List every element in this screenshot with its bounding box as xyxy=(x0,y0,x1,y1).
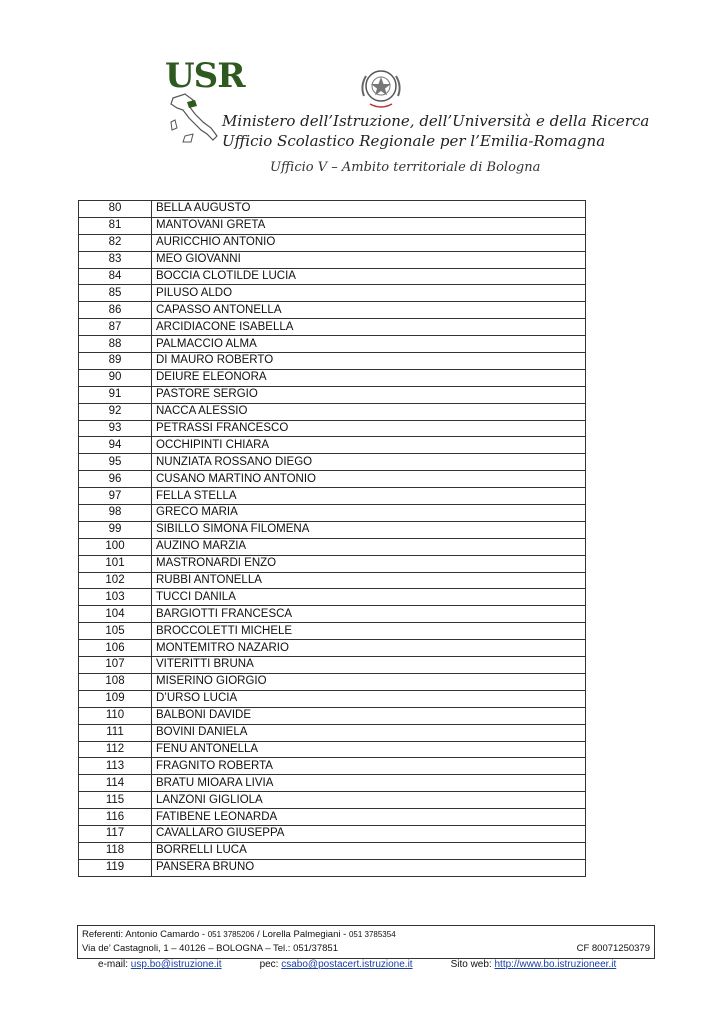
table-row xyxy=(79,420,586,437)
row-name: FELLA STELLA xyxy=(152,488,586,505)
row-name: D’URSO LUCIA xyxy=(152,690,586,707)
table-row xyxy=(79,336,586,353)
footer-address-row xyxy=(82,942,650,956)
row-name: FRAGNITO ROBERTA xyxy=(152,758,586,775)
row-number: 96 xyxy=(79,471,152,488)
address: Via de’ Castagnoli, 1 – 40126 – BOLOGNA – Tel.: 051/37851 xyxy=(82,943,338,954)
row-name: BALBONI DAVIDE xyxy=(152,707,586,724)
table-row xyxy=(79,707,586,724)
row-name: NACCA ALESSIO xyxy=(152,403,586,420)
table-row xyxy=(79,555,586,572)
table-row xyxy=(79,690,586,707)
row-number: 85 xyxy=(79,285,152,302)
row-name: SIBILLO SIMONA FILOMENA xyxy=(152,521,586,538)
table-row xyxy=(79,758,586,775)
row-number: 113 xyxy=(79,758,152,775)
row-name: RUBBI ANTONELLA xyxy=(152,572,586,589)
row-number: 100 xyxy=(79,538,152,555)
row-number: 101 xyxy=(79,555,152,572)
table-row xyxy=(79,285,586,302)
website-link[interactable]: http://www.bo.istruzioneer.it xyxy=(494,959,617,970)
row-number: 115 xyxy=(79,792,152,809)
referent2-phone: 051 3785354 xyxy=(348,930,396,939)
row-name: FENU ANTONELLA xyxy=(152,741,586,758)
web-contact xyxy=(451,959,617,970)
row-name: BARGIOTTI FRANCESCA xyxy=(152,606,586,623)
table-row xyxy=(79,437,586,454)
row-number: 106 xyxy=(79,640,152,657)
row-name: AUZINO MARZIA xyxy=(152,538,586,555)
regional-office-name: Ufficio Scolastico Regionale per l’Emilia-Romagna xyxy=(222,132,606,150)
names-table xyxy=(78,200,586,877)
referent1-phone: 051 3785206 xyxy=(207,930,255,939)
row-name: MANTOVANI GRETA xyxy=(152,217,586,234)
row-name: MEO GIOVANNI xyxy=(152,251,586,268)
table-row xyxy=(79,859,586,876)
row-number: 107 xyxy=(79,657,152,674)
row-number: 90 xyxy=(79,369,152,386)
table-row xyxy=(79,386,586,403)
usr-logo: USR xyxy=(165,56,245,96)
table-row xyxy=(79,724,586,741)
referents-label: Referenti: Antonio Camardo - xyxy=(82,929,208,940)
row-number: 87 xyxy=(79,319,152,336)
row-number: 118 xyxy=(79,842,152,859)
row-number: 108 xyxy=(79,673,152,690)
row-number: 110 xyxy=(79,707,152,724)
table-row xyxy=(79,842,586,859)
row-name: BORRELLI LUCA xyxy=(152,842,586,859)
row-number: 86 xyxy=(79,302,152,319)
row-number: 119 xyxy=(79,859,152,876)
row-number: 116 xyxy=(79,809,152,826)
row-name: FATIBENE LEONARDA xyxy=(152,809,586,826)
table-row xyxy=(79,471,586,488)
table-row xyxy=(79,825,586,842)
table-row xyxy=(79,319,586,336)
row-number: 92 xyxy=(79,403,152,420)
row-name: VITERITTI BRUNA xyxy=(152,657,586,674)
email-contact xyxy=(98,959,222,970)
row-name: TUCCI DANILA xyxy=(152,589,586,606)
email-label: e-mail: xyxy=(98,959,129,970)
table-row xyxy=(79,572,586,589)
table-row xyxy=(79,403,586,420)
row-name: BOVINI DANIELA xyxy=(152,724,586,741)
row-number: 95 xyxy=(79,454,152,471)
italy-map-icon xyxy=(165,92,225,152)
names-table-body xyxy=(79,201,586,877)
table-row xyxy=(79,234,586,251)
table-row xyxy=(79,251,586,268)
row-number: 91 xyxy=(79,386,152,403)
table-row xyxy=(79,792,586,809)
table-row xyxy=(79,488,586,505)
row-name: CAVALLARO GIUSEPPA xyxy=(152,825,586,842)
row-name: PALMACCIO ALMA xyxy=(152,336,586,353)
table-row xyxy=(79,201,586,218)
row-name: MONTEMITRO NAZARIO xyxy=(152,640,586,657)
table-row xyxy=(79,538,586,555)
row-number: 109 xyxy=(79,690,152,707)
row-number: 117 xyxy=(79,825,152,842)
row-number: 102 xyxy=(79,572,152,589)
office-name: Ufficio V – Ambito territoriale di Bologna xyxy=(270,160,541,175)
row-name: CUSANO MARTINO ANTONIO xyxy=(152,471,586,488)
pec-contact xyxy=(260,959,413,970)
fiscal-code: CF 80071250379 xyxy=(576,943,650,954)
footer-box xyxy=(77,925,655,959)
contacts-line xyxy=(98,959,658,970)
row-number: 112 xyxy=(79,741,152,758)
republic-emblem-icon xyxy=(356,66,406,110)
row-name: PASTORE SERGIO xyxy=(152,386,586,403)
row-name: PANSERA BRUNO xyxy=(152,859,586,876)
row-number: 84 xyxy=(79,268,152,285)
row-number: 80 xyxy=(79,201,152,218)
pec-label: pec: xyxy=(259,959,279,970)
row-number: 103 xyxy=(79,589,152,606)
row-name: BROCCOLETTI MICHELE xyxy=(152,623,586,640)
row-name: NUNZIATA ROSSANO DIEGO xyxy=(152,454,586,471)
table-row xyxy=(79,217,586,234)
ministry-name: Ministero dell’Istruzione, dell’Università e della Ricerca xyxy=(222,112,650,130)
table-row xyxy=(79,809,586,826)
table-row xyxy=(79,369,586,386)
row-name: LANZONI GIGLIOLA xyxy=(152,792,586,809)
footer-referents-row xyxy=(82,928,650,942)
row-name: AURICCHIO ANTONIO xyxy=(152,234,586,251)
letterhead xyxy=(0,0,724,190)
table-row xyxy=(79,302,586,319)
row-number: 81 xyxy=(79,217,152,234)
row-name: PILUSO ALDO xyxy=(152,285,586,302)
row-name: ARCIDIACONE ISABELLA xyxy=(152,319,586,336)
row-name: BELLA AUGUSTO xyxy=(152,201,586,218)
table-row xyxy=(79,353,586,370)
table-row xyxy=(79,606,586,623)
row-number: 93 xyxy=(79,420,152,437)
row-name: GRECO MARIA xyxy=(152,505,586,522)
row-name: MISERINO GIORGIO xyxy=(152,673,586,690)
row-name: OCCHIPINTI CHIARA xyxy=(152,437,586,454)
web-label: Sito web: xyxy=(450,959,492,970)
row-number: 104 xyxy=(79,606,152,623)
row-number: 83 xyxy=(79,251,152,268)
table-row xyxy=(79,454,586,471)
row-name: PETRASSI FRANCESCO xyxy=(152,420,586,437)
pec-link[interactable]: csabo@postacert.istruzione.it xyxy=(281,959,413,970)
row-name: BOCCIA CLOTILDE LUCIA xyxy=(152,268,586,285)
table-row xyxy=(79,775,586,792)
email-link[interactable]: usp.bo@istruzione.it xyxy=(130,959,222,970)
table-row xyxy=(79,673,586,690)
row-number: 111 xyxy=(79,724,152,741)
table-row xyxy=(79,657,586,674)
row-name: BRATU MIOARA LIVIA xyxy=(152,775,586,792)
row-name: MASTRONARDI ENZO xyxy=(152,555,586,572)
table-row xyxy=(79,640,586,657)
row-name: DI MAURO ROBERTO xyxy=(152,353,586,370)
row-number: 98 xyxy=(79,505,152,522)
table-row xyxy=(79,623,586,640)
table-row xyxy=(79,589,586,606)
row-number: 114 xyxy=(79,775,152,792)
row-number: 89 xyxy=(79,353,152,370)
table-row xyxy=(79,268,586,285)
row-number: 99 xyxy=(79,521,152,538)
referents-text xyxy=(82,928,396,942)
row-number: 88 xyxy=(79,336,152,353)
referents-separator: / Lorella Palmegiani - xyxy=(254,929,349,940)
row-number: 105 xyxy=(79,623,152,640)
row-number: 97 xyxy=(79,488,152,505)
row-name: DEIURE ELEONORA xyxy=(152,369,586,386)
table-row xyxy=(79,741,586,758)
row-name: CAPASSO ANTONELLA xyxy=(152,302,586,319)
table-row xyxy=(79,521,586,538)
table-row xyxy=(79,505,586,522)
row-number: 82 xyxy=(79,234,152,251)
row-number: 94 xyxy=(79,437,152,454)
